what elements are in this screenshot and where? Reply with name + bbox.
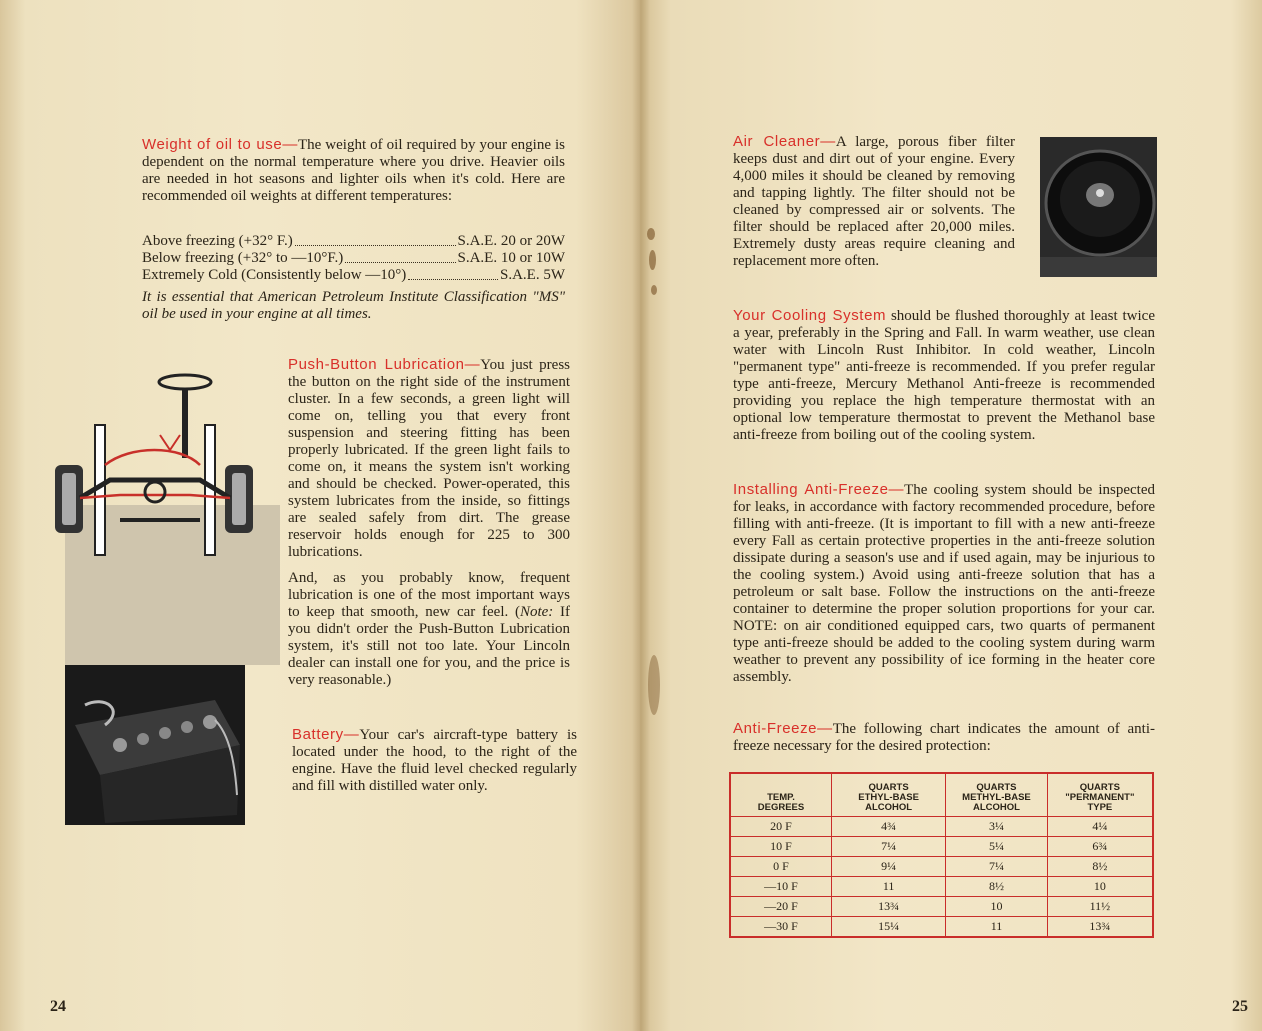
table-cell: 20 F	[730, 817, 832, 837]
header-ethyl: QUARTS ETHYL-BASE ALCOHOL	[832, 773, 946, 817]
weight-oil-body: The weight of oil required by your engine is dependent on the normal temperature where you drive. Heavier oils are needed in hot seasons and lighter oils when it's cold. Here are recommended oil weights at different temperatures:	[142, 137, 566, 204]
stain	[649, 250, 656, 270]
header-permanent: QUARTS "PERMANENT" TYPE	[1047, 773, 1153, 817]
push-button-body-3: If you didn't order the Push-Button Lubrication system, it's still not too late. Your Lincoln dealer can install one for you, and the price is very reasonable.)	[288, 604, 570, 688]
table-cell: 4¼	[1047, 817, 1153, 837]
push-button-body: You just press the button on the right side of the instrument cluster. In a few seconds, a green light will come on, telling you that every front suspension and steering fitting has been properly lubricated. If the green light fails to come on, it means the system isn't working and should be checked. Power-operated, this system lubricates from the inside, so fittings are sealed safely from dirt. The grease reservoir holds enough for 225 to 300 lubrications.	[288, 357, 570, 560]
air-cleaner-body: A large, porous fiber filter keeps dust and dirt out of your engine. Every 4,000 miles it should be cleaned by removing and tapping lightly. The filter should not be cleaned by compressed air or solvents. The filter should be replaced after 20,000 miles. Extremely dusty areas require cleaning and replacement more often.	[733, 134, 1015, 269]
antifreeze-body: The following chart indicates the amount of anti-freeze necessary for the desired protection:	[733, 721, 1155, 754]
cooling-heading: Your Cooling System	[733, 307, 887, 324]
stain	[647, 228, 655, 240]
push-button-heading: Push-Button Lubrication	[288, 356, 465, 373]
installing-section	[733, 481, 1155, 686]
table-cell: 11	[946, 917, 1048, 938]
weight-oil-heading: Weight of oil to use	[142, 136, 283, 153]
table-row	[730, 877, 1153, 897]
heading-dash: —	[820, 133, 836, 150]
table-cell: 11½	[1047, 897, 1153, 917]
oil-row-label: Extremely Cold (Consistently below —10°)	[142, 267, 407, 283]
chassis-lubrication-illustration	[50, 370, 280, 560]
push-button-section	[288, 356, 570, 561]
cooling-body: should be flushed thoroughly at least twice a year, preferably in the Spring and Fall. In warm weather, use clean water with Lincoln Rust Inhibitor. In cold weather, Lincoln "permanent type" anti-freeze is recommended. If you prefer regular type anti-freeze, Mercury Methanol Anti-freeze is recommended providing you replace the high temperature thermostat with an optional low temperature thermostat to prevent the Methanol base anti-freeze from boiling out of the cooling system.	[733, 308, 1156, 443]
heading-dash: —	[464, 356, 481, 373]
cooling-section	[733, 307, 1155, 444]
weight-oil-section	[142, 136, 565, 205]
table-cell: 8½	[1047, 857, 1153, 877]
table-cell: 10 F	[730, 837, 832, 857]
air-cleaner-heading: Air Cleaner	[733, 133, 821, 150]
air-cleaner-image	[1040, 137, 1157, 277]
installing-body: The cooling system should be inspected for leaks, in accordance with factory recommended procedure, before filling with anti-freeze. (It is important to fill with a new anti-freeze every Fall as certain protective properties in the anti-freeze solution dissipate during a season's use and if used again, may be injurious to the cooling system.) Avoid using anti-freeze solution that has a petroleum or salt base. Follow the instructions on the anti-freeze container to determine the proper solution proportions for your car. NOTE: on air conditioned equipped cars, two quarts of permanent type anti-freeze should be added to the cooling system during warm weather to prevent any possibility of ice forming in the heater core assembly.	[733, 482, 1155, 685]
oil-row-label: Below freezing (+32° to —10°F.)	[142, 250, 344, 266]
oil-row-value: S.A.E. 20 or 20W	[457, 233, 565, 249]
table-cell: 4¾	[832, 817, 946, 837]
oil-row	[142, 250, 565, 267]
table-cell: 7¼	[832, 837, 946, 857]
air-cleaner-section	[733, 133, 1015, 270]
heading-dash: —	[888, 481, 905, 498]
table-cell: 13¾	[1047, 917, 1153, 938]
table-cell: —10 F	[730, 877, 832, 897]
page-number-right: 25	[1232, 998, 1248, 1015]
table-cell: 8½	[946, 877, 1048, 897]
table-cell: 5¼	[946, 837, 1048, 857]
table-cell: 15¼	[832, 917, 946, 938]
table-cell: 10	[946, 897, 1048, 917]
table-row	[730, 857, 1153, 877]
table-cell: 3¼	[946, 817, 1048, 837]
battery-body: Your car's aircraft-type battery is located under the hood, to the right of the engine. Have the fluid level checked regularly and fill with distilled water only.	[292, 727, 577, 794]
table-cell: 13¾	[832, 897, 946, 917]
battery-heading: Battery	[292, 726, 344, 743]
oil-row-value: S.A.E. 10 or 10W	[457, 250, 565, 266]
air-cleaner-photo	[1040, 137, 1157, 277]
table-row	[730, 917, 1153, 938]
note-label: Note:	[519, 604, 554, 620]
table-header-row	[730, 773, 1153, 817]
table-row	[730, 897, 1153, 917]
battery-section	[292, 726, 577, 795]
oil-weights-list	[142, 233, 565, 284]
table-cell: 6¾	[1047, 837, 1153, 857]
table-cell: —30 F	[730, 917, 832, 938]
push-button-body-2: And, as you probably know, frequent lubrication is one of the most important ways to keep that smooth, new car feel. (	[288, 570, 570, 620]
heading-dash: —	[343, 726, 360, 743]
antifreeze-heading: Anti-Freeze	[733, 720, 818, 737]
installing-heading: Installing Anti-Freeze	[733, 481, 889, 498]
push-button-note	[288, 570, 570, 689]
table-row	[730, 817, 1153, 837]
header-methyl: QUARTS METHYL-BASE ALCOHOL	[946, 773, 1048, 817]
table-cell: 7¼	[946, 857, 1048, 877]
oil-row-label: Above freezing (+32° F.)	[142, 233, 293, 249]
heading-dash: —	[282, 136, 298, 153]
antifreeze-table	[729, 772, 1154, 938]
table-row	[730, 837, 1153, 857]
table-cell: 10	[1047, 877, 1153, 897]
header-temp: TEMP. DEGREES	[730, 773, 832, 817]
battery-photo	[65, 665, 245, 825]
stain	[648, 655, 660, 715]
oil-row	[142, 233, 565, 250]
battery-image	[65, 665, 245, 825]
oil-row-value: S.A.E. 5W	[500, 267, 565, 283]
table-cell: 11	[832, 877, 946, 897]
table-cell: 0 F	[730, 857, 832, 877]
antifreeze-section	[733, 720, 1155, 755]
oil-classification-note: It is essential that American Petroleum Institute Classification "MS" oil be used in your engine at all times.	[142, 289, 565, 322]
page-number-left: 24	[50, 998, 66, 1015]
heading-dash: —	[817, 720, 833, 737]
book-gutter	[632, 0, 650, 1031]
table-cell: 9¼	[832, 857, 946, 877]
oil-row	[142, 267, 565, 284]
stain	[651, 285, 657, 295]
table-cell: —20 F	[730, 897, 832, 917]
